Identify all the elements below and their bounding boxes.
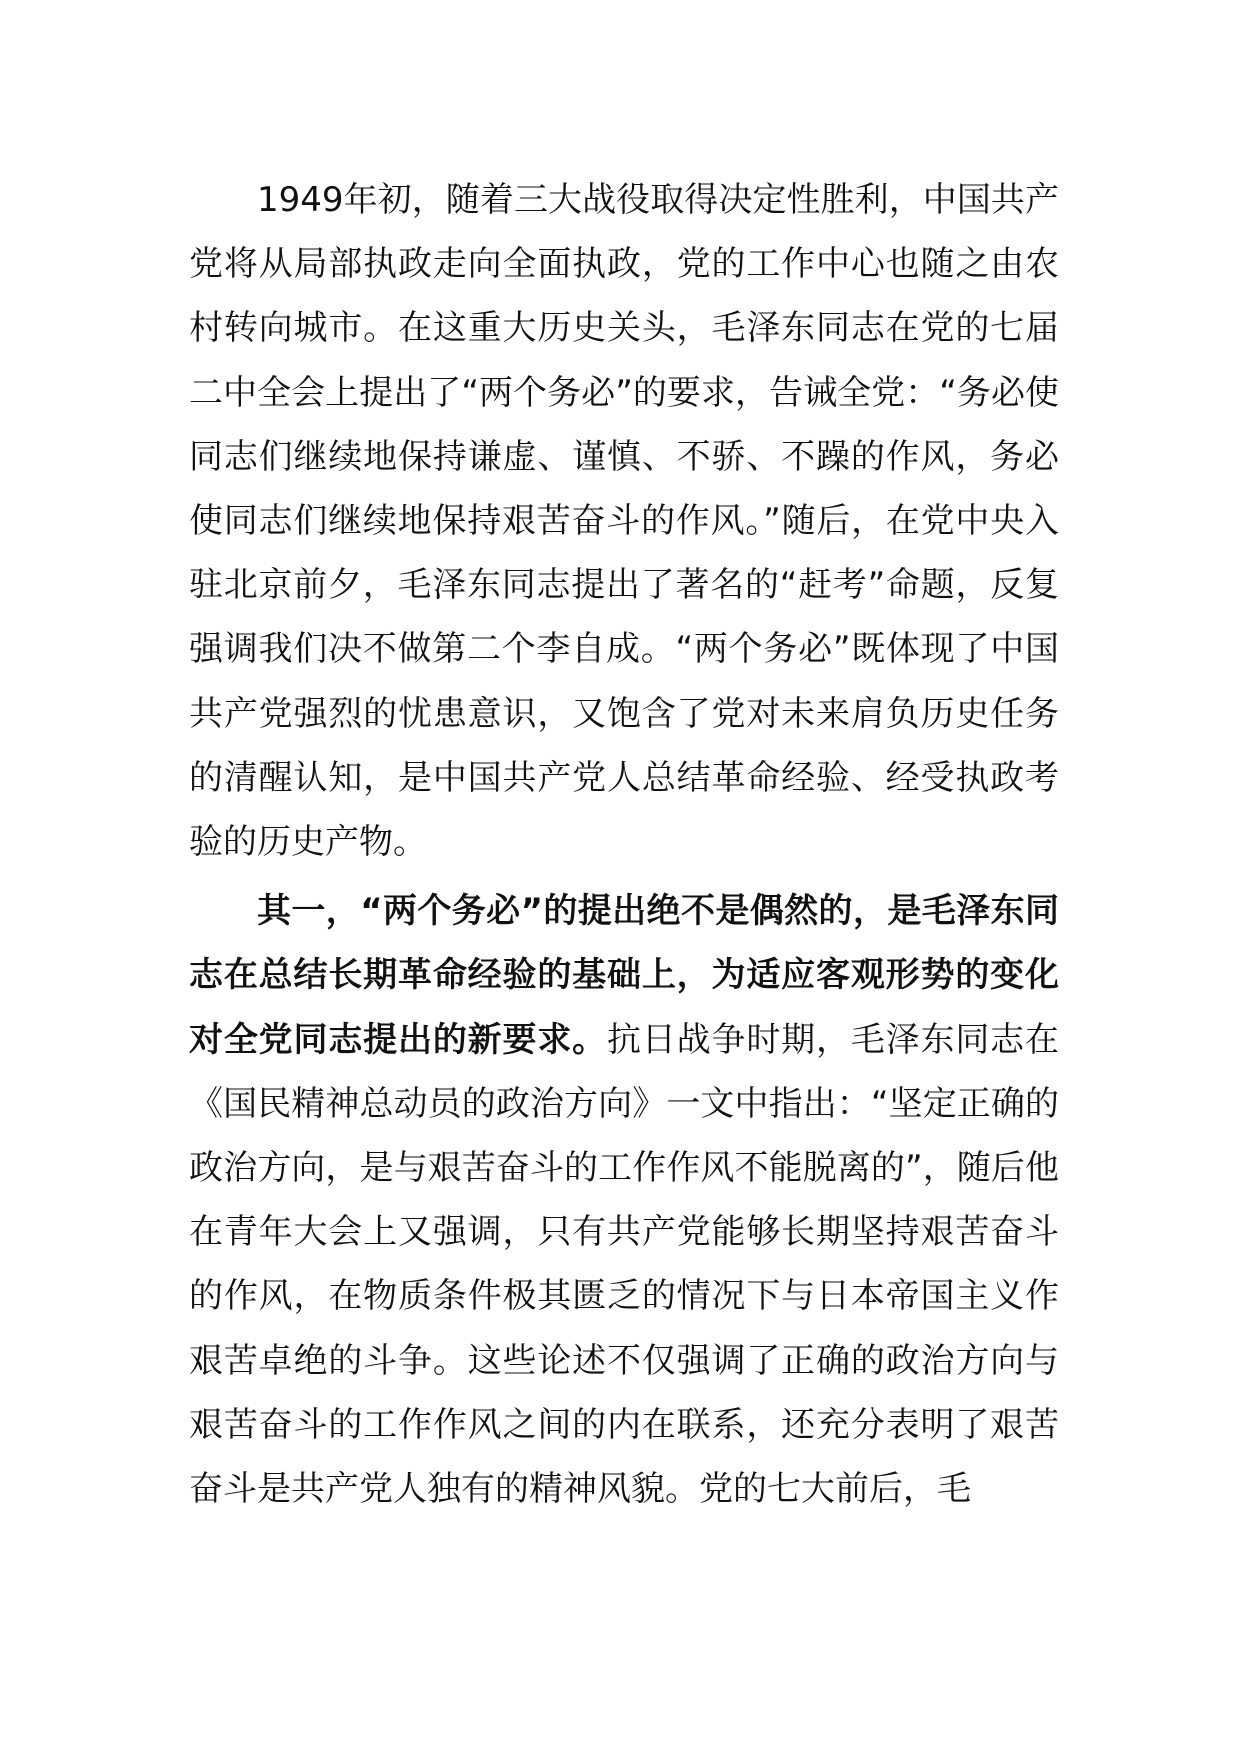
paragraph-intro-text: 1949年初，随着三大战役取得决定性胜利，中国共产党将从局部执政走向全面执政，党的工作中心也随之由农村转向城市。在这重大历史关头，毛泽东同志在党的七届二中全会上提出了“两个务必”的要求，告诫全党：“务必使同志们继续地保持谦虚、谨慎、不骄、不躁的作风，务必使同志们继续地保持艰苦奋斗的作风。”随后，在党中央入驻北京前夕，毛泽东同志提出了著名的“赶考”命题，反复强调我们决不做第二个李自成。“两个务必”既体现了中国共产党强烈的忧患意识，又饱含了党对未来肩负历史任务的清醒认知，是中国共产党人总结革命经验、经受执政考验的历史产物。 xyxy=(189,180,1059,863)
document-body xyxy=(189,168,1059,1521)
paragraph-point-one-heading: 其一，“两个务必”的提出绝不是偶然的，是毛泽东同志在总结长期革命经验的基础上，为适应客观形势的变化对全党同志提出的新要求。 xyxy=(189,891,1059,1060)
paragraph-point-one xyxy=(189,879,1059,1521)
paragraph-intro xyxy=(189,168,1059,874)
paragraph-point-one-text: 抗日战争时期，毛泽东同志在《国民精神总动员的政治方向》一文中指出：“坚定正确的政治方向，是与艰苦奋斗的工作作风不能脱离的”，随后他在青年大会上又强调，只有共产党能够长期坚持艰苦奋斗的作风，在物质条件极其匮乏的情况下与日本帝国主义作艰苦卓绝的斗争。这些论述不仅强调了正确的政治方向与艰苦奋斗的工作作风之间的内在联系，还充分表明了艰苦奋斗是共产党人独有的精神风貌。党的七大前后，毛 xyxy=(189,1019,1059,1510)
